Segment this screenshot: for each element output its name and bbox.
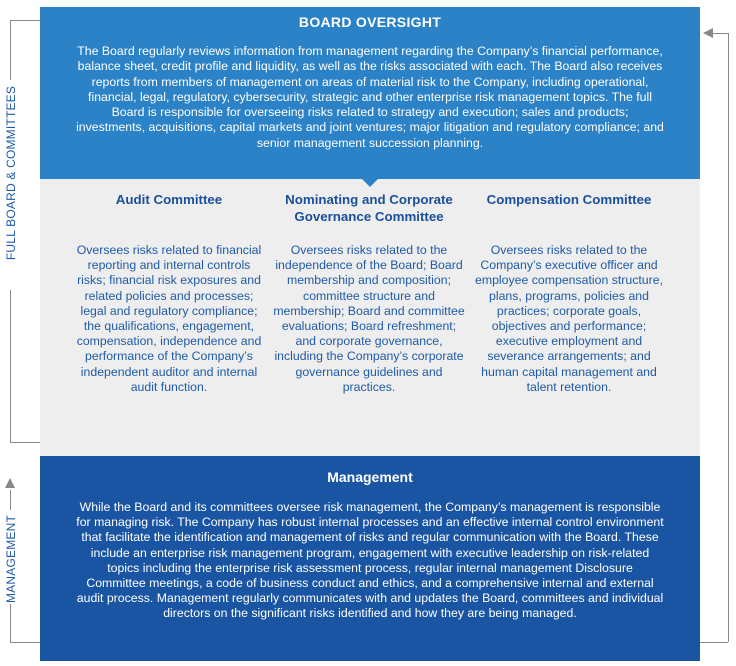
- management-box: [40, 456, 700, 661]
- left-bracket-lower-line: [10, 290, 11, 442]
- nominating-governance-committee-text: Oversees risks related to the independence of the Board; Board membership and composition; committee structure and membership; Board and committee evaluations; Board refreshment; and corporate governance, including the Company’s corporate governance guidelines and practices.: [273, 243, 465, 394]
- committees-panel: [40, 179, 700, 456]
- full-board-committees-label: FULL BOARD & COMMITTEES: [4, 85, 18, 261]
- management-bracket-bottom-line: [10, 642, 40, 643]
- compensation-committee-column: [473, 179, 665, 456]
- down-pointer-icon: [362, 179, 378, 187]
- left-bracket-bottom-line: [10, 442, 40, 443]
- audit-committee-title: Audit Committee: [115, 192, 223, 207]
- compensation-committee-title: Compensation Committee: [486, 192, 652, 207]
- left-bracket-top-line: [10, 20, 40, 21]
- right-bracket-bottom-line: [700, 642, 728, 643]
- audit-committee-column: [73, 179, 265, 456]
- right-bracket-top-line: [712, 33, 728, 34]
- management-title: Management: [327, 469, 413, 485]
- board-oversight-title: BOARD OVERSIGHT: [298, 14, 442, 30]
- right-bracket-vertical-line: [728, 33, 729, 642]
- compensation-committee-text: Oversees risks related to the Company’s executive officer and employee compensation structure, plans, programs, policies and practices; corporate goals, objectives and performance; executive employment and severance arrangements; and human capital management and talent retention.: [475, 243, 663, 394]
- audit-committee-text: Oversees risks related to financial reporting and internal controls risks; financial risk exposures and related policies and processes; legal and regulatory compliance; the qualifications, engagement, compensation, independence and performance of the Company’s independent auditor and internal audit function.: [76, 243, 262, 394]
- left-bracket-upper-line: [10, 20, 11, 80]
- board-oversight-text: The Board regularly reviews information from management regarding the Company’s financial performance, balance sheet, credit profile and liquidity, as well as the risks associated with each. The Board also receives reports from members of management on areas of material risk to the Company, including operational, financial, legal, regulatory, cybersecurity, strategic and other enterprise risk management topics. The full Board is responsible for overseeing risks related to strategy and execution; sales and products; investments, acquisitions, capital markets and joint ventures; major litigation and regulatory compliance; and senior management succession planning.: [76, 44, 664, 150]
- board-oversight-box: [40, 7, 700, 179]
- management-bracket-lower-line: [10, 604, 11, 642]
- up-arrow-icon: [5, 478, 15, 488]
- nominating-governance-committee-title: Nominating and Corporate Governance Committee: [285, 192, 453, 224]
- up-pointer-icon: [362, 456, 378, 464]
- nominating-governance-committee-column: [273, 179, 465, 456]
- management-side-label: MANAGEMENT: [4, 515, 18, 604]
- management-bracket-upper-line: [10, 490, 11, 510]
- management-text: While the Board and its committees oversee risk management, the Company’s management is responsible for managing risk. The Company has robust internal processes and an effective internal control environment that facilitate the identification and management of risks and regular communication with the Board. These include an enterprise risk management program, engagement with executive leadership on risk-related topics including the enterprise risk assessment process, regular internal management Disclosure Committee meetings, a code of business conduct and ethics, and a comprehensive internal and external audit process. Management regularly communicates with and updates the Board, committees and individual directors on the significant risks identified and how they are being managed.: [76, 500, 664, 621]
